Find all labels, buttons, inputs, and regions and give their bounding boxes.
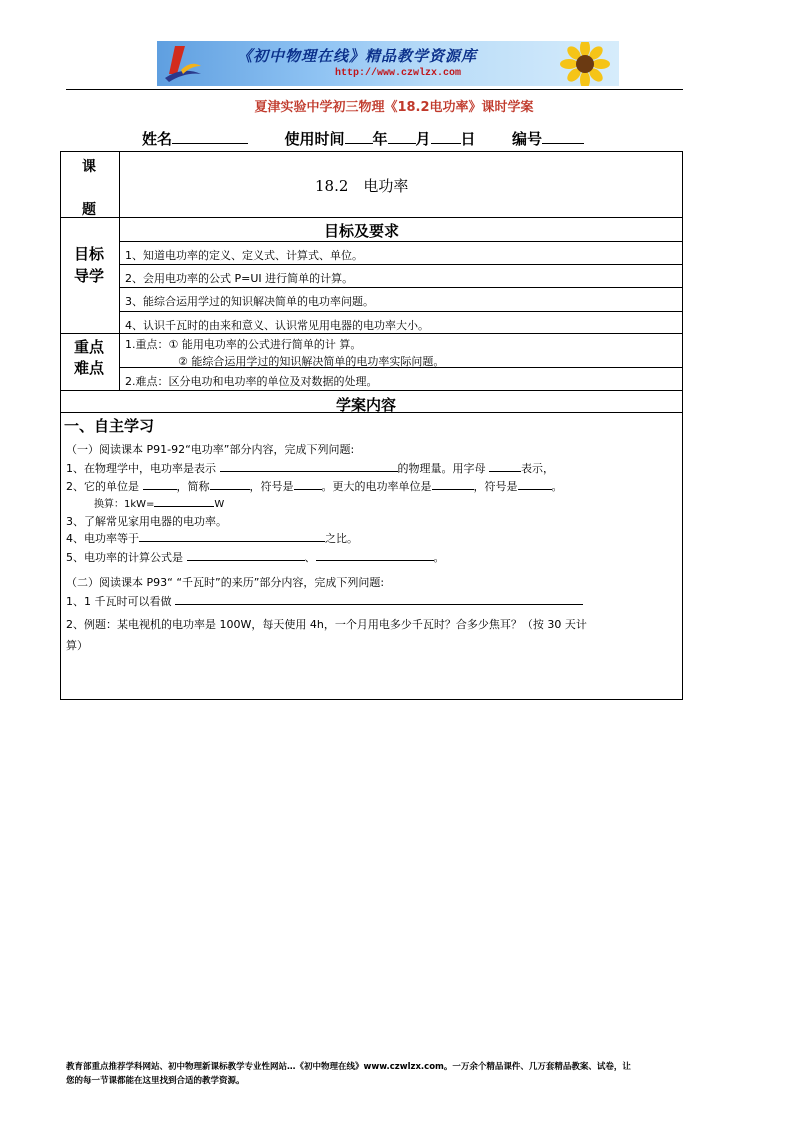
part2-title: （二）阅读课本 P93“ “千瓦时”的来历”部分内容，完成下列问题:: [66, 576, 385, 589]
banner-url: http://www.czwlzx.com: [335, 68, 462, 79]
banner-title: 《初中物理在线》精品教学资源库: [237, 47, 478, 65]
sunflower-icon: [555, 42, 615, 86]
day-blank: [431, 129, 461, 144]
q2-text-f: 。: [551, 480, 563, 493]
document-title: 夏津实验中学初三物理《18.2电功率》课时学案: [254, 100, 534, 115]
q2-text-a: 2、它的单位是: [66, 480, 139, 493]
goals-label-line1: 目标: [74, 245, 105, 263]
conv-text-a: 换算：1kW=: [94, 499, 155, 510]
part2-question-2-line2: 算）: [66, 639, 88, 652]
goal-item-2: 2、会用电功率的公式 P=UI 进行简单的计算。: [125, 272, 354, 285]
key-label-line1: 重点: [74, 338, 105, 356]
month-label: 月: [415, 130, 431, 148]
q2-blank-3: [294, 478, 322, 490]
name-label: 姓名: [142, 130, 173, 148]
topic-label-top: 课: [82, 159, 96, 175]
q2-text-b: ，简称: [176, 480, 210, 493]
content-header: 学案内容: [336, 396, 397, 414]
number-blank: [542, 129, 584, 144]
goal-item-3: 3、能综合运用学过的知识解决简单的电功率问题。: [125, 295, 374, 308]
q5-text-c: 。: [433, 551, 445, 564]
q4-text-b: 之比。: [325, 532, 358, 545]
goal-item-4: 4、认识千瓦时的由来和意义、认识常见用电器的电功率大小。: [125, 319, 429, 332]
topic-value: 18.2 电功率: [315, 177, 409, 195]
goals-header: 目标及要求: [324, 222, 400, 240]
q2-text-c: ，符号是: [249, 480, 294, 493]
footer-note: [66, 1060, 726, 1088]
q1-text-b: 的物理量。用字母: [397, 462, 486, 475]
q5-blank-2: [316, 549, 434, 561]
footer-line-1: 教育部重点推荐学科网站、初中物理新课标教学专业性网站…《初中物理在线》www.czwlzx.com。一万余个精品课件、几万套精品教案、试卷，让: [66, 1062, 631, 1072]
q5-blank-1: [187, 549, 305, 561]
p2q1-blank: [175, 593, 583, 605]
month-blank: [388, 129, 416, 144]
q1-text-c: 表示，: [521, 462, 554, 475]
part2-question-2-line1: 2、例题：某电视机的电功率是 100W，每天使用 4h，一个月用电多少千瓦时？合多少焦耳？（按 30 天计: [66, 618, 587, 631]
goals-label-line2: 导学: [74, 267, 105, 285]
lesson-table: [60, 151, 683, 700]
day-label: 日: [460, 130, 476, 148]
topic-label-bottom: 题: [82, 202, 96, 218]
q1-blank-1: [220, 460, 398, 472]
time-label: 使用时间: [284, 130, 345, 148]
key-difficulty: 2.难点：区分电功和电功率的单位及对数据的处理。: [125, 375, 378, 388]
year-label: 年: [372, 130, 388, 148]
q1-blank-2: [489, 460, 521, 472]
site-logo-icon: [161, 44, 205, 84]
p2q1-text: 1、1 千瓦时可以看做: [66, 595, 172, 608]
number-label: 编号: [512, 130, 543, 148]
q2-blank-2: [210, 478, 250, 490]
footer-line-2: 您的每一节课都能在这里找到合适的教学资源。: [66, 1076, 245, 1086]
question-2: [66, 478, 563, 494]
question-4: [66, 530, 358, 546]
q5-text-b: 、: [304, 551, 316, 564]
q1-text-a: 1、在物理学中，电功率是表示: [66, 462, 216, 475]
conv-text-b: W: [214, 499, 225, 510]
part2-question-1: [66, 593, 583, 609]
goal-item-1: 1、知道电功率的定义、定义式、计算式、单位。: [125, 249, 363, 262]
year-blank: [345, 129, 373, 144]
q2-blank-1: [143, 478, 177, 490]
question-1: [66, 460, 554, 476]
header-rule: [66, 89, 683, 90]
question-3: 3、了解常见家用电器的电功率。: [66, 515, 227, 528]
q4-text-a: 4、电功率等于: [66, 532, 139, 545]
key-label-line2: 难点: [74, 359, 105, 377]
q5-text-a: 5、电功率的计算公式是: [66, 551, 183, 564]
q2-text-d: 。更大的电功率单位是: [321, 480, 432, 493]
part1-title: （一）阅读课本 P91-92“电功率”部分内容，完成下列问题:: [66, 443, 355, 456]
student-info-line: [142, 128, 584, 149]
q2-blank-5: [518, 478, 552, 490]
q2-text-e: ，符号是: [473, 480, 518, 493]
conv-blank: [154, 495, 214, 507]
q4-blank: [139, 530, 325, 542]
name-blank: [172, 129, 248, 144]
section-self-study: 一、自主学习: [64, 417, 155, 435]
header-banner: [157, 41, 619, 86]
q2-blank-4: [432, 478, 474, 490]
question-5: [66, 549, 445, 565]
key-point-2: ② 能综合运用学过的知识解决简单的电功率实际问题。: [178, 355, 445, 368]
question-2-conversion: [94, 495, 224, 510]
key-point-1: 1.重点：① 能用电功率的公式进行简单的计 算。: [125, 338, 362, 351]
